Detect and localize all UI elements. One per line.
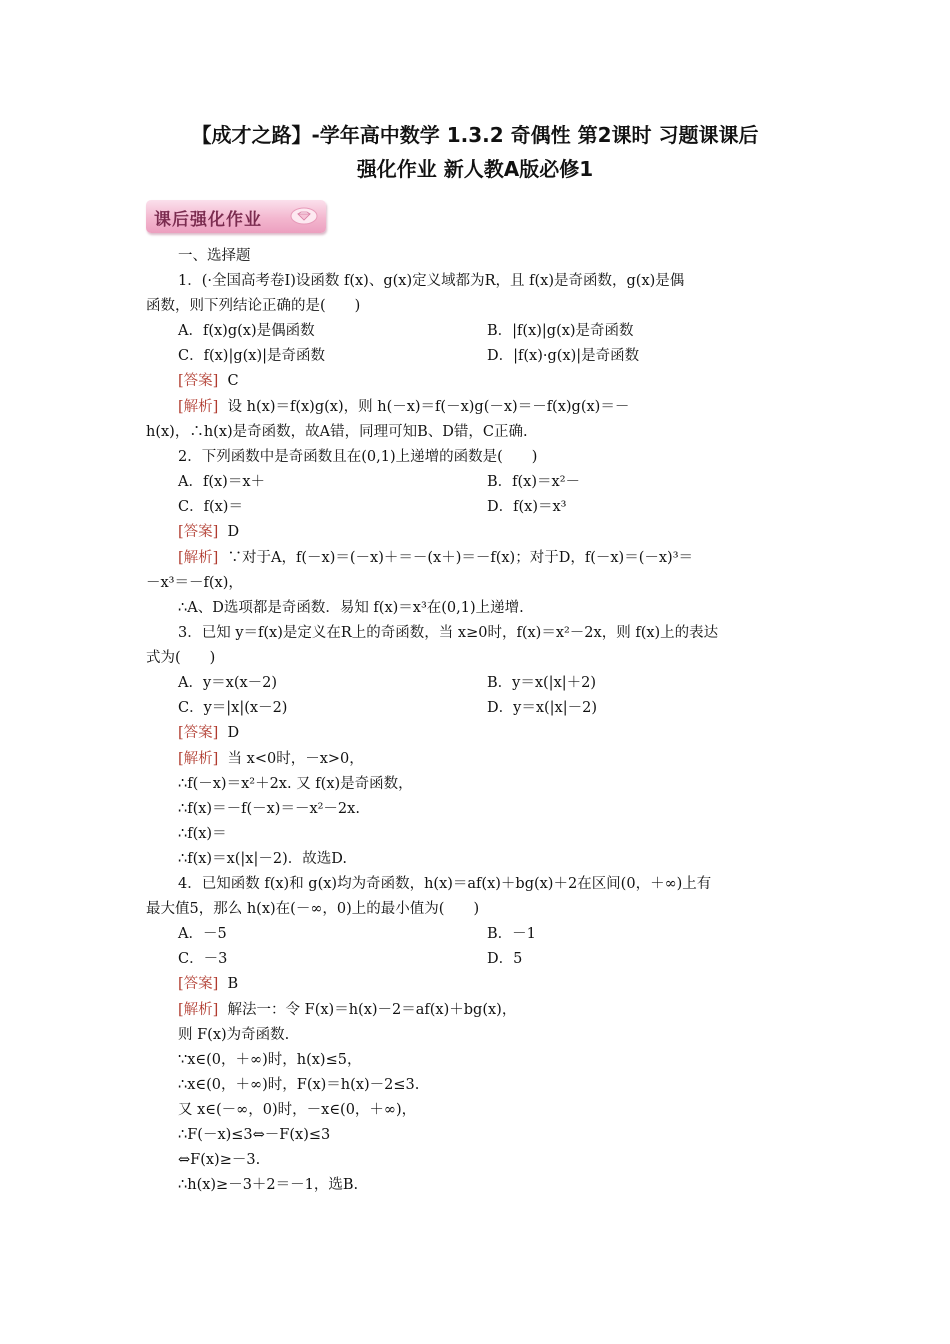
answer-tag: [答案] (178, 373, 219, 389)
section-banner (146, 200, 326, 233)
q4-option-c: C．－3 (178, 951, 228, 967)
q3-explanation-cont: ∴f(－x)＝x²＋2x. 又 f(x)是奇函数， (178, 776, 413, 792)
q2-answer (178, 520, 239, 545)
q4-explanation-cont-6: ⇔F(x)≥－3. (178, 1152, 261, 1168)
q3-explanation-cont-4: ∴f(x)＝x(|x|－2)．故选D. (178, 851, 347, 867)
q2-option-d: D．f(x)＝x³ (487, 499, 567, 515)
q1-option-b: B．|f(x)|g(x)是奇函数 (487, 323, 634, 339)
q1-answer (178, 369, 239, 394)
question-3-stem: 3．已知 y＝f(x)是定义在R上的奇函数，当 x≥0时，f(x)＝x²－2x，则 f(x)上的表达 (178, 625, 719, 641)
q2-explanation (178, 546, 693, 571)
section-banner-label: 课后强化作业 (154, 210, 262, 230)
explanation-text: 解法一：令 F(x)＝h(x)－2＝af(x)＋bg(x)， (227, 1002, 517, 1018)
section-heading: 一、选择题 (178, 248, 251, 264)
q4-explanation-cont-7: ∴h(x)≥－3＋2＝－1，选B. (178, 1177, 359, 1193)
q4-option-d: D．5 (487, 951, 523, 967)
answer-tag: [答案] (178, 725, 219, 741)
q1-explanation-cont: h(x)，∴h(x)是奇函数，故A错，同理可知B、D错，C正确. (146, 424, 528, 440)
q4-option-a: A．－5 (178, 926, 227, 942)
answer-value: B (227, 976, 239, 992)
q4-explanation-cont-3: ∴x∈(0，＋∞)时，F(x)＝h(x)－2≤3. (178, 1077, 420, 1093)
document-title-line-1: 【成才之路】-学年高中数学 1.3.2 奇偶性 第2课时 习题课课后 (191, 123, 759, 147)
q1-explanation (178, 395, 629, 420)
explanation-tag: [解析] (178, 399, 219, 415)
question-2-stem: 2．下列函数中是奇函数且在(0,1)上递增的函数是( ) (178, 449, 538, 465)
q2-option-a: A．f(x)＝x＋ (178, 474, 266, 490)
question-1-stem: 1．(·全国高考卷Ⅰ)设函数 f(x)、g(x)定义域都为R，且 f(x)是奇函数，g(x)是偶 (178, 273, 685, 289)
question-3-stem-cont: 式为( ) (146, 650, 216, 666)
answer-value: D (227, 524, 240, 540)
q1-option-d: D．|f(x)·g(x)|是奇函数 (487, 348, 640, 364)
q3-option-b: B．y＝x(|x|＋2) (487, 675, 597, 691)
q4-explanation (178, 998, 516, 1023)
question-4-stem-cont: 最大值5，那么 h(x)在(－∞，0)上的最小值为( ) (146, 901, 480, 917)
explanation-text: ∵对于A，f(－x)＝(－x)＋＝－(x＋)＝－f(x)；对于D，f(－x)＝(－x)³＝ (227, 550, 694, 566)
q4-option-b: B．－1 (487, 926, 536, 942)
q1-option-c: C．f(x)|g(x)|是奇函数 (178, 348, 325, 364)
q3-explanation-cont-3: ∴f(x)＝ (178, 826, 227, 842)
explanation-text: 当 x<0时，－x>0， (227, 751, 364, 767)
q4-explanation-cont-5: ∴F(－x)≤3⇔－F(x)≤3 (178, 1127, 331, 1143)
q2-option-c: C．f(x)＝ (178, 499, 243, 515)
answer-value: D (227, 725, 240, 741)
q1-option-a: A．f(x)g(x)是偶函数 (178, 323, 315, 339)
q3-option-d: D．y＝x(|x|－2) (487, 700, 597, 716)
q3-explanation (178, 747, 364, 772)
q4-explanation-cont-4: 又 x∈(－∞，0)时，－x∈(0，＋∞)， (178, 1102, 417, 1118)
question-1-stem-cont: 函数，则下列结论正确的是( ) (146, 298, 361, 314)
q2-explanation-cont: －x³＝－f(x)， (146, 575, 243, 591)
q3-explanation-cont-2: ∴f(x)＝－f(－x)＝－x²－2x. (178, 801, 360, 817)
answer-tag: [答案] (178, 524, 219, 540)
q3-answer (178, 721, 239, 746)
q3-option-c: C．y＝|x|(x－2) (178, 700, 288, 716)
q2-option-b: B．f(x)＝x²－ (487, 474, 581, 490)
explanation-tag: [解析] (178, 751, 219, 767)
explanation-tag: [解析] (178, 550, 219, 566)
answer-value: C (227, 373, 239, 389)
q4-answer (178, 972, 238, 997)
answer-tag: [答案] (178, 976, 219, 992)
explanation-text: 设 h(x)＝f(x)g(x)，则 h(－x)＝f(－x)g(－x)＝－f(x)g(x)＝－ (227, 399, 630, 415)
q4-explanation-cont: 则 F(x)为奇函数. (178, 1027, 290, 1043)
question-4-stem: 4．已知函数 f(x)和 g(x)均为奇函数，h(x)＝af(x)＋bg(x)＋2在区间(0，＋∞)上有 (178, 876, 712, 892)
q4-explanation-cont-2: ∵x∈(0，＋∞)时，h(x)≤5， (178, 1052, 362, 1068)
document-title-line-2: 强化作业 新人教A版必修1 (356, 157, 594, 181)
q2-explanation-cont-2: ∴A、D选项都是奇函数．易知 f(x)＝x³在(0,1)上递增. (178, 600, 524, 616)
q3-option-a: A．y＝x(x－2) (178, 675, 278, 691)
gem-icon (290, 207, 318, 225)
explanation-tag: [解析] (178, 1002, 219, 1018)
